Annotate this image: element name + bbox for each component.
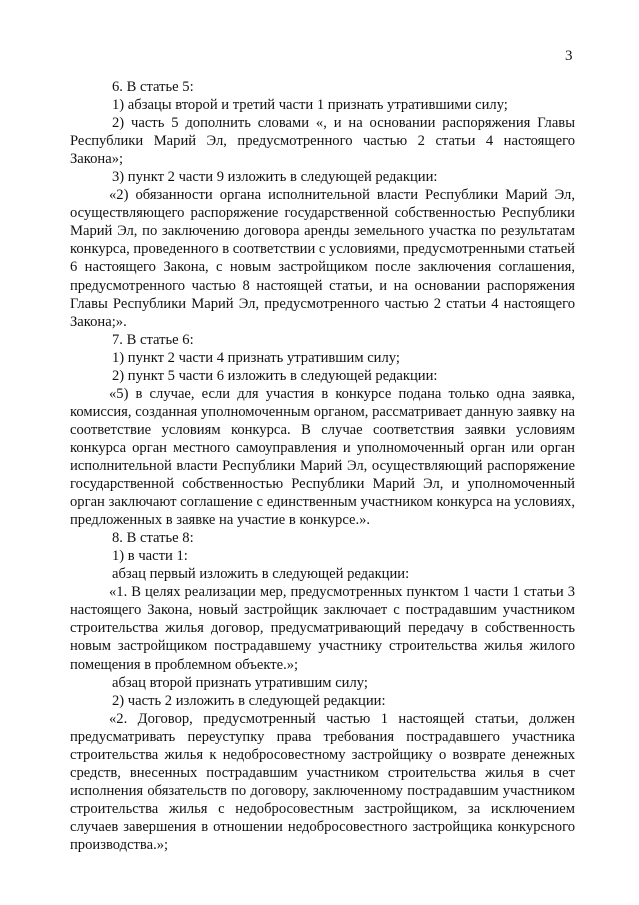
quoted-paragraph: «5) в случае, если для участия в конкурсе подана только одна заявка, комиссия, созданная уполномоченным органом, рассматривает данную заявку на соответствие условиям конкурса. В случае соответствия заявки условиям конкурса орган местного самоуправления и уполномоченный орган или орган исполнительной власти Республики Марий Эл, осуществляющий распоряжение государственной собственностью Республики Марий Эл, и уполномоченный орган заключают соглашение с единственным участником конкурса на условиях, предложенных в заявке на участие в конкурсе.». xyxy=(70,385,575,529)
paragraph: 1) пункт 2 части 4 признать утратившим силу; xyxy=(112,349,400,366)
paragraph: 2) часть 5 дополнить словами «, и на основании распоряжения Главы Республики Марий Эл, предусмотренного частью 2 статьи 4 настоящего Закона»; xyxy=(70,115,575,168)
paragraph: 1) абзацы второй и третий части 1 признать утратившими силу; xyxy=(112,97,508,114)
paragraph: абзац второй признать утратившим силу; xyxy=(112,674,368,691)
section-heading: 7. В статье 6: xyxy=(112,331,194,348)
paragraph: 3) пункт 2 части 9 изложить в следующей редакции: xyxy=(112,169,438,186)
paragraph: 1) в части 1: xyxy=(112,548,188,565)
paragraph: 2) часть 2 изложить в следующей редакции: xyxy=(112,692,386,709)
quoted-paragraph: «1. В целях реализации мер, предусмотренных пунктом 1 части 1 статьи 3 настоящего Закона, новый застройщик заключает с пострадавшим участником строительства жилья договор, предусматривающий передачу в собственность новым застройщиком пострадавшему участнику строительства жилья жилого помещения в проблемном объекте.»; xyxy=(70,584,575,673)
document-body xyxy=(70,78,575,854)
section-heading: 6. В статье 5: xyxy=(112,79,194,95)
section-heading: 8. В статье 8: xyxy=(112,530,194,547)
page-number: 3 xyxy=(565,48,573,64)
quoted-paragraph: «2) обязанности органа исполнительной власти Республики Марий Эл, осуществляющего распоряжение государственной собственностью Республики Марий Эл, по заключению договора аренды земельного участка по результатам конкурса, проведенного в соответствии с условиями, предусмотренными статьей 6 настоящего Закона, с новым застройщиком после заключения соглашения, предусмотренного частью 8 настоящей статьи, и на основании распоряжения Главы Республики Марий Эл, предусмотренного частью 2 статьи 4 настоящего Закона;». xyxy=(70,187,575,330)
paragraph: 2) пункт 5 части 6 изложить в следующей редакции: xyxy=(112,367,438,384)
paragraph: абзац первый изложить в следующей редакции: xyxy=(112,566,410,583)
quoted-paragraph: «2. Договор, предусмотренный частью 1 настоящей статьи, должен предусматривать переуступку права требования пострадавшего участника строительства жилья к недобросовестному застройщику о возврате денежных средств, внесенных пострадавшим участником строительства жилья в счет исполнения обязательств по договору, заключенному пострадавшим участником строительства жилья с недобросовестным застройщиком, за исключением случаев завершения в отношении недобросовестного застройщика конкурсного производства.»; xyxy=(70,710,575,853)
